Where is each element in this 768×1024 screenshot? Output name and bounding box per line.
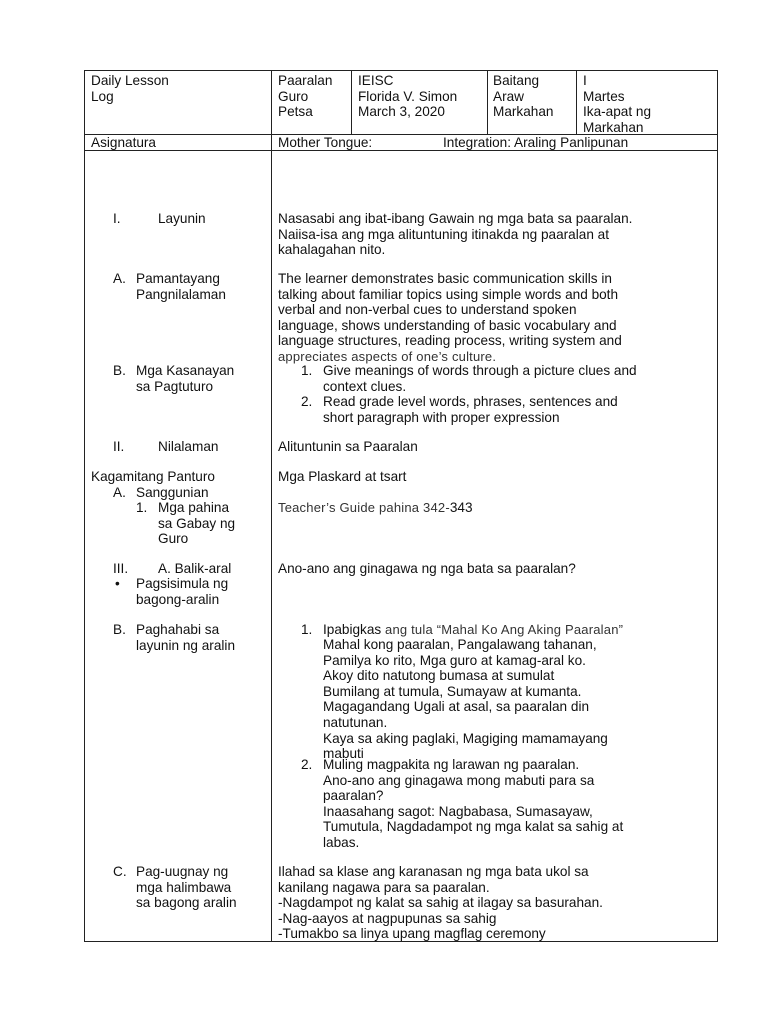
pag-uugnay-num: C. [113,864,127,879]
layunin-label: Layunin [158,211,206,226]
main-column-divider [271,70,272,942]
pamantayan-label: Pamantayang Pangnilalaman [136,271,226,302]
layunin-text: Nasasabi ang ibat-ibang Gawain ng mga bata sa paaralan. Naiisa-isa ang mga alituntuning itinakda ng paaralan at kahalagahan nito. [278,211,633,258]
pamantayan-text: The learner demonstrates basic communication skills in talking about familiar topics using simple words and both verbal and non-verbal cues to understand spoken language, shows understanding of basic vocabulary and language structures, reading process, writing system and appreciates aspects of one’s culture. [278,271,622,364]
label-markahan: Markahan [493,104,554,120]
header-values-b [583,73,651,135]
header-divider-1 [351,70,352,135]
balik-aral-text: Ano-ano ang ginagawa ng nga bata sa paaralan? [278,561,576,576]
log-title: Daily Lesson Log [91,73,169,104]
value-date: March 3, 2020 [358,104,445,120]
pag-uugnay-text: Ilahad sa klase ang karanasan ng mga bata ukol sa kanilang nagawa para sa paaralan. -Nagdampot ng kalat sa sahig at ilagay sa basurahan. -Nag-aayos at nagpupunas sa sahig -Tumakbo sa linya upang magflag ceremony [278,864,603,942]
paghahabi-num: B. [113,622,126,637]
value-teacher: Florida V. Simon [358,88,458,104]
kasanayan-item-2: 2. [301,394,313,409]
kasanayan-num: B. [113,363,126,378]
pagsisimula-label: Pagsisimula ng bagong-aralin [136,576,229,607]
nilalaman-label: Nilalaman [158,439,219,454]
nilalaman-num: II. [113,439,125,454]
nilalaman-text: Alituntunin sa Paaralan [278,439,418,454]
gabay-label: Mga pahina sa Gabay ng Guro [158,500,236,547]
header-labels-b [493,73,553,120]
label-guro: Guro [278,88,309,104]
sanggunian-num: A. [113,485,126,500]
label-petsa: Petsa [278,104,313,120]
teachers-guide-ref: Teacher’s Guide pahina 342-343 [278,500,473,515]
balik-aral-num: III. [113,561,129,576]
balik-aral-label: A. Balik-aral [158,561,232,576]
header-labels-a [278,73,332,120]
label-baitang: Baitang [493,73,540,88]
paghahabi-label: Paghahabi sa layunin ng aralin [136,622,235,653]
paghahabi-item-1-num: 1. [301,622,313,637]
kasanayan-item-1-text: Give meanings of words through a picture clues and context clues. [323,363,637,394]
table-top-border [84,70,718,71]
integration-value: Integration: Araling Panlipunan [443,135,629,150]
bullet-icon: • [115,576,120,591]
sanggunian-label: Sanggunian [136,485,209,500]
table-right-border [717,70,718,942]
value-school: IEISC [358,73,394,88]
kagamitan-text: Mga Plaskard at tsart [278,469,407,484]
label-paaralan: Paaralan [278,73,333,88]
subject-value: Mother Tongue: [278,135,373,150]
label-araw: Araw [493,88,524,104]
paghahabi-item-2-num: 2. [301,757,313,772]
value-quarter: Ika-apat ng [583,104,652,120]
kasanayan-item-2-text: Read grade level words, phrases, sentences and short paragraph with proper expression [323,394,618,425]
paghahabi-item-2: Muling magpakita ng larawan ng paaralan. Ano-ano ang ginagawa mong mabuti para sa paaralan? Inaasahang sagot: Nagbabasa, Sumasayaw, Tumutula, Nagdadampot ng mga kalat sa sahig at labas. [323,757,624,850]
gabay-num: 1. [136,500,148,515]
pag-uugnay-label: Pag-uugnay ng mga halimbawa sa bagong aralin [136,864,237,911]
pamantayan-num: A. [113,271,126,286]
kasanayan-item-1: 1. [301,363,313,378]
layunin-num: I. [113,211,121,226]
kasanayan-label: Mga Kasanayan sa Pagtuturo [136,363,235,394]
value-day: Martes [583,88,625,104]
subject-label: Asignatura [91,135,156,150]
value-quarter-2: Markahan [583,119,644,135]
header-values-a [358,73,457,120]
kagamitan-label: Kagamitang Panturo [91,469,215,484]
header-divider-3 [576,70,577,135]
header-divider-2 [487,70,488,135]
value-grade: I [583,73,587,88]
table-left-border [84,70,85,942]
poem-text: Mahal kong paaralan, Pangalawang tahanan, Pamilya ko rito, Mga guro at kamag-aral ko. Akoy dito natutong bumasa at sumulat Bumilang at tumula, Sumayaw at kumanta. Magagandang Ugali at asal, sa paaralan din natutunan. Kaya sa aking paglaki, Magiging mamamayang mabuti [323,637,608,762]
paghahabi-item-1: Ipabigkas ang tula “Mahal Ko Ang Aking Paaralan” [323,622,624,637]
